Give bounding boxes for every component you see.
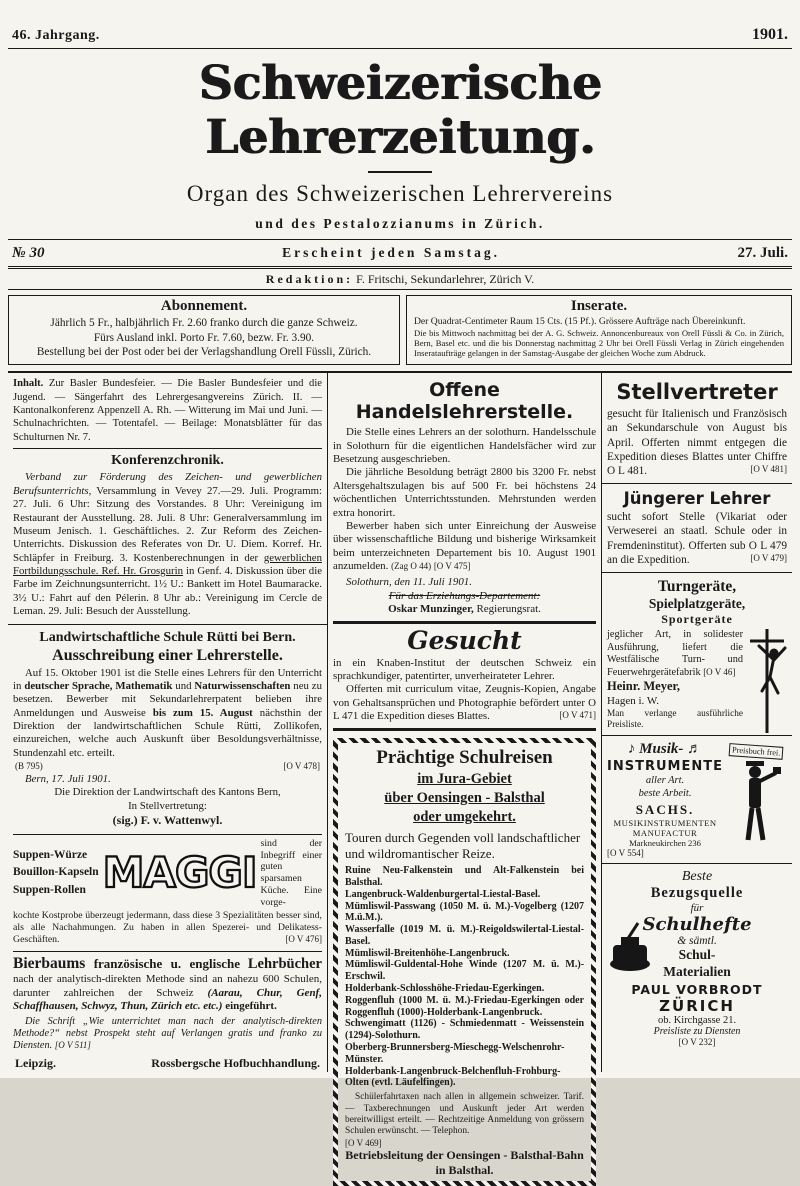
maggi-product-1: Suppen-Würze bbox=[13, 849, 88, 862]
turngeraete-body bbox=[607, 629, 787, 730]
ad-gesucht bbox=[333, 621, 596, 731]
juengerer-ref: [O V 479] bbox=[750, 552, 787, 563]
handels-p3-text: Bewerber haben sich unter Einreichung der Ausweise über wissenschaftliche Bildung und bisherige Wirksamkeit beim unterzeichneten Departement bis 10. August 1901 anzumelden. bbox=[333, 519, 597, 573]
gesucht-title: Gesucht bbox=[407, 625, 522, 655]
bierbaum-note bbox=[13, 1016, 322, 1053]
ad-turngeraete bbox=[607, 578, 787, 730]
music-note-icon: ♬ bbox=[687, 741, 703, 758]
konferenz-title: Konferenzchronik. bbox=[111, 453, 224, 469]
inkwell-illustration bbox=[607, 921, 653, 978]
inserate-title: Inserate. bbox=[570, 298, 628, 315]
divider bbox=[602, 863, 792, 864]
gesucht-ref: [O V 471] bbox=[559, 710, 597, 721]
ruetti-seg-a: Auf 15. Oktober 1901 ist die Stelle eines Lehrers für den Unterricht in bbox=[13, 666, 322, 692]
handels-signature bbox=[333, 603, 596, 615]
vorbrodt-ref: [O V 232] bbox=[678, 1036, 716, 1047]
inhalt-label: Inhalt. bbox=[13, 378, 44, 390]
abonnement-title: Abonnement. bbox=[160, 298, 248, 315]
bierbaum-city: Leipzig. bbox=[15, 1055, 56, 1070]
schulreisen-title2: im Jura-Gebiet bbox=[417, 770, 512, 787]
music-note-icon: ♪ bbox=[627, 741, 636, 758]
route-item: Roggenfluh (1000 M. ü. M.)-Friedau-Egerkingen oder Roggenfluh (1000)-Holderbank-Langenbruck. bbox=[345, 994, 585, 1018]
bierbaum-seg3: Lehrbücher bbox=[247, 955, 322, 972]
konferenz-paragraph bbox=[13, 471, 322, 618]
musik-address: Markneukirchen 236 bbox=[629, 838, 701, 849]
newspaper-title: Schweizerische Lehrerzeitung. bbox=[198, 56, 602, 166]
maggi-ref: [O V 476] bbox=[285, 933, 322, 944]
gymnast-illustration bbox=[747, 629, 787, 738]
top-row bbox=[8, 26, 792, 49]
juengerer-title: Jüngerer Lehrer bbox=[623, 489, 771, 509]
handels-ref2: [O V 475] bbox=[433, 561, 471, 572]
stellvertreter-text bbox=[607, 407, 787, 478]
bierbaum-seg6: eingeführt. bbox=[222, 1000, 277, 1013]
maggi-text bbox=[13, 910, 322, 945]
issue-row bbox=[8, 240, 792, 266]
gesucht-p2 bbox=[333, 683, 596, 723]
inserate-rates: Der Quadrat-Centimeter Raum 15 Cts. (15 Pf.). Grössere Aufträge nach Übereinkunft. bbox=[414, 316, 746, 328]
ruetti-refs bbox=[13, 760, 322, 772]
table-of-contents bbox=[13, 377, 322, 449]
route-item: Mümliswil-Passwang (1050 M. ü. M.)-Vogelberg (1207 M.ü.M.). bbox=[345, 900, 585, 924]
route-item: Holderbank-Langenbruck-Belchenfluh-Frohburg-Olten (evtl. Läufelfingen). bbox=[345, 1065, 561, 1089]
vorbrodt-fuer: für bbox=[690, 902, 704, 915]
gesucht-p1: in ein Knaben-Institut der deutschen Schweiz ein sprachkundiger, patentirter, unverheirateter Lehrer. bbox=[333, 656, 597, 682]
ruetti-seg-e: neu zu besetzen. Bewerber mit Sekundarlehrerpatent belieben ihre Anmeldungen und Ausweise bbox=[13, 679, 322, 719]
right-column bbox=[602, 373, 792, 1072]
title-divider bbox=[368, 171, 432, 173]
trumpeter-illustration bbox=[730, 831, 782, 848]
route-item: Mümliswil-Breitenhöhe-Langenbruck. bbox=[345, 947, 510, 959]
turngeraete-line2: Spielplatzgeräte, bbox=[648, 596, 746, 612]
musik-manufaktur-line1: MUSIKINSTRUMENTEN bbox=[613, 817, 717, 828]
musik-brand: SACHS. bbox=[635, 801, 695, 817]
juengerer-text bbox=[607, 510, 787, 567]
route-item: Schwengimatt (1126) - Schmiedenmatt - Weissenstein (1294)-Solothurn. bbox=[345, 1018, 585, 1042]
ruetti-dateline: Bern, 17. Juli 1901. bbox=[25, 773, 111, 786]
stellvertreter-body: gesucht für Italienisch und Französisch an Sekundarschule von August bis April. Offerten nimmt entgegen die Expedition dieses Blattes unter Chiffre O L 481. bbox=[607, 408, 787, 477]
redaktion-value: F. Fritschi, Sekundarlehrer, Zürich V. bbox=[356, 272, 535, 287]
route-item: Oberberg-Brunnersberg-Mieschegg-Welschenrohr-Münster. bbox=[345, 1042, 565, 1065]
ad-ruetti-lehrerstelle bbox=[13, 630, 322, 829]
abonnement-line3: Bestellung bei der Post oder bei der Verlagshandlung Orell Füssli, Zürich. bbox=[36, 346, 372, 359]
turngeraete-note: Man verlange ausführliche Preisliste. bbox=[607, 708, 743, 730]
content-columns bbox=[8, 371, 792, 1178]
ruetti-title1: Landwirtschaftliche Schule Rütti bei Bern. bbox=[39, 629, 296, 645]
route-item: Mümliswil-Guldental-Hohe Winde (1207 M. ü. M.)-Erschwil. bbox=[345, 959, 585, 983]
info-boxes bbox=[8, 295, 792, 365]
schulreisen-title1: Prächtige Schulreisen bbox=[376, 746, 553, 768]
maggi-body: kochte Kostprobe überzeugt jedermann, dass diese 3 Spezialitäten besser sind, als alle Nachahmungen. Zu haben in allen Spezerei- und Delikatess-Geschäften. bbox=[13, 910, 322, 945]
gesucht-p2-text: Offerten mit curriculum vitae, Zeugnis-Kopien, Angabe von Gehaltsansprüchen und Photographie befördert unter O L 471 die Expedition dieses Blattes. bbox=[333, 683, 597, 723]
article-konferenzchronik bbox=[13, 453, 322, 618]
middle-column bbox=[328, 373, 602, 1178]
maggi-logo: MAGGI bbox=[102, 848, 257, 898]
ruetti-ref2: [O V 478] bbox=[283, 761, 320, 772]
musik-instrumente-label: INSTRUMENTE bbox=[607, 759, 723, 775]
vorbrodt-schul: Schul- bbox=[678, 947, 716, 963]
inserate-box bbox=[406, 295, 792, 365]
issue-date: 27. Juli. bbox=[737, 245, 788, 262]
stellvertreter-ref: [O V 481] bbox=[750, 463, 787, 474]
handels-p2: Die jährliche Besoldung beträgt 2800 bis 3200 Fr. nebst Altersgehaltszulagen bis auf 500 Fr. bei höchstens 24 wöchentlichen Unterrichtsstunden. Mehrstunden werden extra honorirt. bbox=[333, 466, 597, 519]
left-column bbox=[8, 373, 328, 1072]
turngeraete-city: Hagen i. W. bbox=[607, 694, 659, 707]
bierbaum-brand: Bierbaums bbox=[13, 954, 86, 972]
route-item: Langenbruck-Waldenburgertal-Liestal-Basel. bbox=[345, 888, 541, 900]
bierbaum-paragraph bbox=[13, 955, 322, 1014]
ad-musikinstrumente bbox=[607, 741, 787, 858]
year-label: 1901. bbox=[752, 26, 788, 43]
turngeraete-line3: Sportgeräte bbox=[661, 612, 733, 627]
vorbrodt-address: ob. Kirchgasse 21. bbox=[657, 1014, 737, 1026]
volume-label: 46. Jahrgang. bbox=[12, 28, 100, 43]
ruetti-ref1: (B 795) bbox=[15, 761, 43, 772]
vorbrodt-bezugsquelle: Bezugsquelle bbox=[650, 885, 744, 902]
bierbaum-footer bbox=[13, 1056, 322, 1071]
ruetti-seg-b: deutscher Sprache, Mathematik bbox=[24, 679, 173, 692]
handels-sig-role: Regierungsrat. bbox=[473, 602, 541, 615]
turngeraete-ref: [O V 46] bbox=[703, 666, 736, 677]
musik-aller-art: aller Art. bbox=[645, 775, 685, 787]
ad-stellvertreter bbox=[607, 380, 787, 478]
bierbaum-seg4: nach der analytisch-direkten Methode sind an nahezu 600 Schulen, darunter zahlreichen der Schweiz bbox=[13, 973, 322, 999]
ruetti-seg-f: bis zum 15. August bbox=[152, 706, 253, 719]
divider bbox=[602, 483, 792, 484]
handels-ref1: (Zag O 44) bbox=[391, 561, 432, 572]
schulreisen-title3: über Oensingen - Balsthal bbox=[384, 789, 545, 806]
turngeraete-name: Heinr. Meyer, bbox=[607, 679, 681, 694]
masthead bbox=[8, 26, 792, 365]
ad-schulreisen bbox=[333, 738, 596, 1186]
schulreisen-ref: [O V 469] bbox=[345, 1138, 382, 1149]
ruetti-seg-d: Naturwissenschaften bbox=[194, 679, 291, 692]
konferenz-text-marked: gewerblichen Fortbildungsschule. Ref. Hr. Grosgurin bbox=[13, 551, 322, 577]
musik-word: Musik- bbox=[639, 741, 684, 758]
maggi-side-text: sind der Inbegriff einer guten sparsamen Küche. Eine vorge- bbox=[260, 837, 322, 908]
handels-p3 bbox=[333, 520, 596, 574]
bierbaum-cities: (Aarau, Chur, Genf, Schaffhausen, Schwyz, Thun, Zürich etc. etc.) bbox=[13, 986, 322, 1013]
ad-maggi bbox=[13, 834, 322, 946]
route-item: Ruine Neu-Falkenstein und Alt-Falkenstein bei Balsthal. bbox=[345, 865, 585, 888]
stellvertreter-title: Stellvertreter bbox=[616, 380, 778, 405]
juengerer-body: sucht sofort Stelle (Vikariat oder Verweserei an staatl. Schule oder in Fremdeninstitut). Offerten sub O L 479 an die Expedition. bbox=[607, 511, 787, 566]
organ-line1: Organ des Schweizerischen Lehrervereins bbox=[186, 181, 614, 207]
musik-beste-arbeit: beste Arbeit. bbox=[638, 788, 692, 800]
turngeraete-line1: Turngeräte, bbox=[657, 578, 737, 596]
musik-heading bbox=[607, 741, 723, 758]
vorbrodt-materialien: Materialien bbox=[663, 963, 731, 979]
musik-ref: [O V 554] bbox=[607, 848, 644, 859]
ad-vorbrodt bbox=[607, 869, 787, 1046]
ruetti-signature: (sig.) F. v. Wattenwyl. bbox=[112, 813, 223, 828]
schulreisen-intro: Touren durch Gegenden voll landschaftlicher und wildromantischer Reize. bbox=[345, 829, 581, 861]
ruetti-seg-g: nächsthin der Direktion der landwirtschaftlichen Schule Rütti, Zollikofen, einzureichen, welche auch Auskunft über Besoldungsverhältnisse, Stundenzahl etc. erteilt. bbox=[13, 706, 322, 759]
schulreisen-sig1: Betriebsleitung der Oensingen - Balsthal-Bahn bbox=[345, 1148, 584, 1163]
abonnement-box bbox=[8, 295, 400, 365]
handels-p1: Die Stelle eines Lehrers an der solothurn. Handelsschule in Solothurn für die eigentlichen Handelsfächer wird zur Besetzung ausgeschrieben. bbox=[333, 426, 597, 465]
abonnement-line1: Jährlich 5 Fr., halbjährlich Fr. 2.60 franko durch die ganze Schweiz. bbox=[50, 317, 358, 330]
ad-bierbaum bbox=[13, 951, 322, 1071]
ruetti-paragraph bbox=[13, 667, 322, 761]
redaktion-line bbox=[8, 269, 792, 290]
vorbrodt-saemtl: & sämtl. bbox=[677, 935, 717, 948]
schulreisen-sig2: in Balsthal. bbox=[435, 1163, 494, 1178]
vorbrodt-note: Preisliste zu Diensten bbox=[653, 1025, 741, 1037]
handels-title: Offene Handelslehrerstelle. bbox=[355, 379, 574, 424]
redaktion-label: Redaktion: bbox=[265, 272, 354, 287]
musik-manufaktur-line2: MANUFACTUR bbox=[632, 827, 698, 838]
route-item: Holderbank-Schlosshöhe-Friedau-Egerkingen. bbox=[345, 983, 545, 995]
ruetti-seg-c: und bbox=[172, 679, 195, 692]
route-item: Wasserfalle (1019 M. ü. M.)-Reigoldswilertal-Liestal-Basel. bbox=[345, 924, 585, 947]
bierbaum-note-text: Die Schrift „Wie unterrichtet man nach der analytisch-direkten Methode?“ nebst Prospekt steht auf Verlangen gratis und franko zu Diensten. bbox=[13, 1015, 322, 1052]
bierbaum-seg2: französische u. englische bbox=[85, 955, 241, 971]
konferenz-text-c: in Genf. 4. Diskussion über die Farbe im Zeichnungsunterricht. 1½ U.: Bankett im Hotel Baumaracke. 3½ U.: Fahrt auf den Pélerin. 8 Uhr ab.: Vereinigung im Cercle de Leman. 29. Juli: Besuch der Ausstellung. bbox=[13, 565, 322, 618]
schulreisen-note: Schülerfahrtaxen nach allen in allgemein schweizer. Tarif. — Taxberechnungen und Auskunft jeder Art werden bereitwilligst erteilt. — Rechtzeitige Anmeldung von grössern Schulen erwünscht. — Telephon. bbox=[345, 1092, 585, 1137]
musik-price-badge: Preisbuch frei. bbox=[728, 743, 783, 760]
schulreisen-title4: oder umgekehrt. bbox=[413, 808, 516, 825]
publication-schedule: Erscheint jeden Samstag. bbox=[282, 245, 500, 261]
turngeraete-text: jeglicher Art, in solidester Ausführung, liefert die Westfälische Turn- und Feuerwehrgerätefabrik bbox=[607, 629, 743, 678]
musik-text-block bbox=[607, 741, 723, 858]
vorbrodt-city: ZÜRICH bbox=[659, 996, 735, 1015]
ruetti-title2: Ausschreibung einer Lehrerstelle. bbox=[52, 646, 283, 664]
vorbrodt-name: PAUL VORBRODT bbox=[631, 981, 763, 997]
issue-number: № 30 bbox=[12, 245, 45, 262]
bierbaum-ref: [O V 511] bbox=[54, 1040, 91, 1051]
inserate-details: Die bis Mittwoch nachmittag bei der A. G. Schweiz. Annoncenbureaux von Orell Füssli & Co. in Zürich, Bern, Basel etc. und die bis Donnerstag nachmittag 2 Uhr bei Orell Füssli Verlag in Zürich eingehenden Inserataufträge gelangen in der Samstag-Ausgabe der gleichen Woche zum Abdruck. bbox=[414, 328, 784, 359]
ruetti-sig1: Die Direktion der Landwirtschaft des Kantons Bern, bbox=[54, 786, 281, 799]
handels-sig-name: Oskar Munzinger, bbox=[388, 602, 474, 615]
handels-sig-department: Für das Erziehungs-Departement: bbox=[388, 589, 541, 602]
konferenz-text-a: Versammlung in Vevey 27.—29. Juli. Programm: 27. Juli. 6 Uhr: Sitzung des Vorstandes. 8 Uhr: Vereinigung im Restaurant der Ausstellung. 28. Juli. 8 Uhr: Generalversammlung im Museum Jenisch. 1. Geschäftliches. 2. Zur Reform des Zeichen-Unterrichts. Diskussion des Referates von Dr. U. Diem. Korref. Hr. Schläpfer in Freiburg. 3. Kostenberechnungen in der bbox=[13, 484, 322, 564]
maggi-row bbox=[13, 838, 322, 909]
schulreisen-routes bbox=[345, 865, 584, 1089]
abonnement-line2: Fürs Ausland inkl. Porto Fr. 7.60, bezw. Fr. 3.90. bbox=[93, 331, 315, 344]
ruetti-sig2: In Stellvertretung: bbox=[128, 800, 207, 813]
konferenz-lead: Verband zur Förderung des Zeichen- und gewerblichen Berufsunterrichts, bbox=[13, 471, 322, 497]
maggi-products bbox=[13, 847, 99, 899]
bierbaum-publisher: Rossbergsche Hofbuchhandlung. bbox=[151, 1055, 320, 1070]
divider bbox=[602, 572, 792, 573]
ad-handelslehrerstelle bbox=[333, 379, 596, 614]
vorbrodt-schulhefte: Schulhefte bbox=[642, 914, 752, 936]
maggi-product-3: Suppen-Rollen bbox=[13, 883, 86, 896]
ad-juengerer-lehrer bbox=[607, 489, 787, 567]
handels-dateline: Solothurn, den 11. Juli 1901. bbox=[346, 575, 472, 588]
musik-illustration-block bbox=[725, 741, 787, 858]
divider bbox=[8, 624, 327, 625]
organ-line2: und des Pestalozzianums in Zürich. bbox=[255, 216, 545, 232]
inhalt-text: Zur Basler Bundesfeier. — Die Basler Bundesfeier und die Jugend. — Sängerfahrt des Lehrergesangvereins Zürich. II. — Kantonalkonferenz Appenzell A. Rh. — Witterung im Mai und Juni. — Schulnachrichten. — Totentafel. — Beilage: Monatsblätter für das Schulturnen Nr. 7. bbox=[13, 378, 322, 443]
vorbrodt-beste: Beste bbox=[681, 869, 713, 885]
maggi-product-2: Bouillon-Kapseln bbox=[13, 866, 99, 879]
